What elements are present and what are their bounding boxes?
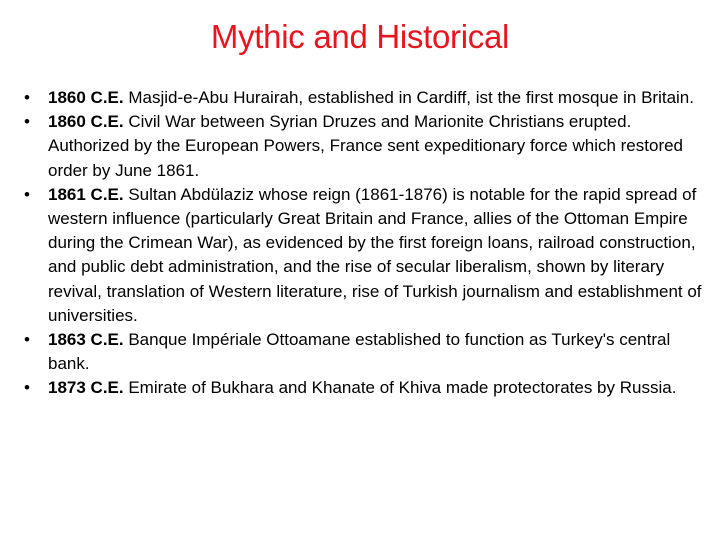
event-date: 1873 C.E. [48, 378, 124, 398]
event-description: Emirate of Bukhara and Khanate of Khiva made protectorates by Russia. [123, 378, 677, 398]
event-date: 1861 C.E. [48, 184, 124, 204]
list-item [22, 328, 702, 376]
list-item [22, 110, 702, 183]
bullet-list [22, 86, 702, 401]
event-description: Sultan Abdülaziz whose reign (1861-1876) is notable for the rapid spread of western influence (particularly Great Britain and France, allies of the Ottoman Empire during the Crimean War), as evidenced by the first foreign loans, railroad construction, and public debt administration, and the rise of secular liberalism, shown by literary revival, translation of Western literature, rise of Turkish journalism and establishment of universities. [48, 184, 702, 325]
bullet-icon: • [24, 112, 30, 132]
event-date: 1860 C.E. [48, 112, 124, 132]
bullet-icon: • [24, 184, 30, 204]
event-description: Banque Impériale Ottoamane established to function as Turkey's central bank. [48, 330, 671, 374]
bullet-icon: • [24, 378, 30, 398]
list-item [22, 376, 702, 400]
event-date: 1863 C.E. [48, 330, 124, 350]
slide-title: Mythic and Historical [210, 18, 510, 55]
event-description: Civil War between Syrian Druzes and Marionite Christians erupted. Authorized by the European Powers, France sent expeditionary force which restored order by June 1861. [48, 112, 684, 180]
bullet-icon: • [24, 88, 30, 107]
event-date: 1860 C.E. [48, 88, 124, 107]
list-item [22, 183, 702, 328]
bullet-icon: • [24, 330, 30, 350]
event-description: Masjid-e-Abu Hurairah, established in Cardiff, ist the first mosque in Britain. [123, 88, 694, 107]
list-item [22, 86, 702, 110]
